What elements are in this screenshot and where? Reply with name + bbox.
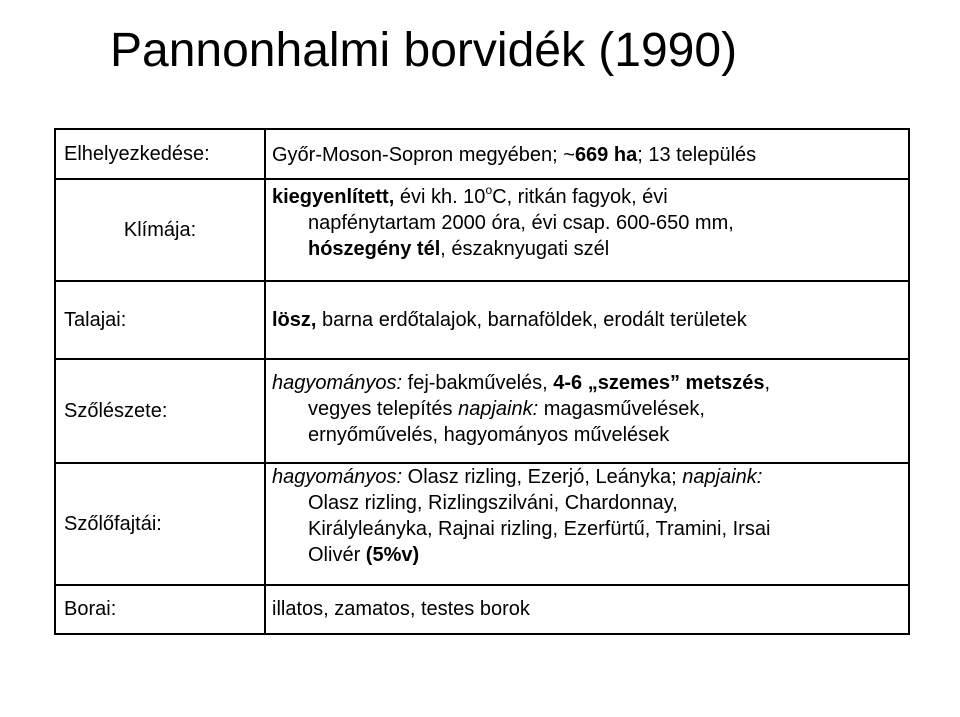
superscript: o xyxy=(485,183,493,197)
text-segment: fej-bakművelés, xyxy=(402,372,554,394)
row-value-location xyxy=(272,142,902,168)
bold-text: 669 ha xyxy=(574,144,638,166)
bold-text: lösz, xyxy=(272,309,317,331)
italic-text: napjaink: xyxy=(682,466,763,488)
text-segment: Olasz rizling, Rizlingszilváni, Chardonnay, xyxy=(308,492,678,514)
italic-text: napjaink: xyxy=(458,398,539,420)
slide-title: Pannonhalmi borvidék (1990) xyxy=(110,24,738,77)
table-row-wines xyxy=(56,586,908,633)
table-row-soil xyxy=(56,282,908,358)
text-segment: barna erdőtalajok, barnaföldek, erodált területek xyxy=(316,309,747,331)
text-segment: ; 13 település xyxy=(637,144,757,166)
bold-text: 4-6 „szemes” metszés xyxy=(553,372,765,394)
value-line xyxy=(272,464,902,490)
value-line xyxy=(272,370,902,396)
text-segment: Olivér xyxy=(308,544,366,566)
text-segment: , xyxy=(764,372,771,394)
italic-text: hagyományos: xyxy=(272,372,403,394)
text-segment: évi kh. 10 xyxy=(394,186,486,208)
value-line xyxy=(272,516,902,542)
row-label-climate: Klímája: xyxy=(123,218,197,241)
value-line xyxy=(272,307,902,333)
row-value-soil xyxy=(272,307,902,333)
value-line xyxy=(272,422,902,448)
bold-text: kiegyenlített, xyxy=(272,186,395,208)
row-label-grape-varieties: Szőlőfajtái: xyxy=(64,512,162,535)
text-segment: C, ritkán fagyok, évi xyxy=(492,186,668,208)
row-label-location: Elhelyezkedése: xyxy=(64,142,210,165)
table-row-location xyxy=(56,130,908,178)
row-label-wines: Borai: xyxy=(64,598,117,620)
text-segment: vegyes telepítés xyxy=(308,398,459,420)
text-segment: Királyleányka, Rajnai rizling, Ezerfürtű, Tramini, Irsai xyxy=(308,518,771,540)
text-segment: Győr-Moson-Sopron megyében; ~ xyxy=(272,144,575,166)
text-segment: illatos, zamatos, testes borok xyxy=(272,598,530,620)
text-segment: Olasz rizling, Ezerjó, Leányka; xyxy=(402,466,683,488)
row-value-climate xyxy=(272,184,902,262)
bold-text: hószegény tél xyxy=(308,238,441,260)
text-segment: , északnyugati szél xyxy=(440,238,610,260)
italic-text: hagyományos: xyxy=(272,466,403,488)
row-value-grape-varieties xyxy=(272,464,902,568)
value-line xyxy=(272,210,902,236)
value-line xyxy=(272,490,902,516)
row-label-soil: Talajai: xyxy=(64,308,127,331)
text-segment: magasművelések, xyxy=(538,398,705,420)
value-line xyxy=(272,396,902,422)
table-row-viticulture xyxy=(56,360,908,462)
value-line xyxy=(272,184,902,210)
value-line xyxy=(272,142,902,168)
value-line xyxy=(272,236,902,262)
bold-text: (5%v) xyxy=(365,544,420,566)
info-table xyxy=(54,128,910,635)
row-value-wines xyxy=(272,596,902,622)
value-line xyxy=(272,596,902,622)
table-row-climate xyxy=(56,180,908,280)
row-value-viticulture xyxy=(272,370,902,448)
row-label-viticulture: Szőlészete: xyxy=(64,399,168,422)
value-line xyxy=(272,542,902,568)
table-row-grape-varieties xyxy=(56,464,908,584)
text-segment: napfénytartam 2000 óra, évi csap. 600-650 mm, xyxy=(308,212,734,234)
text-segment: ernyőművelés, hagyományos művelések xyxy=(308,424,670,446)
